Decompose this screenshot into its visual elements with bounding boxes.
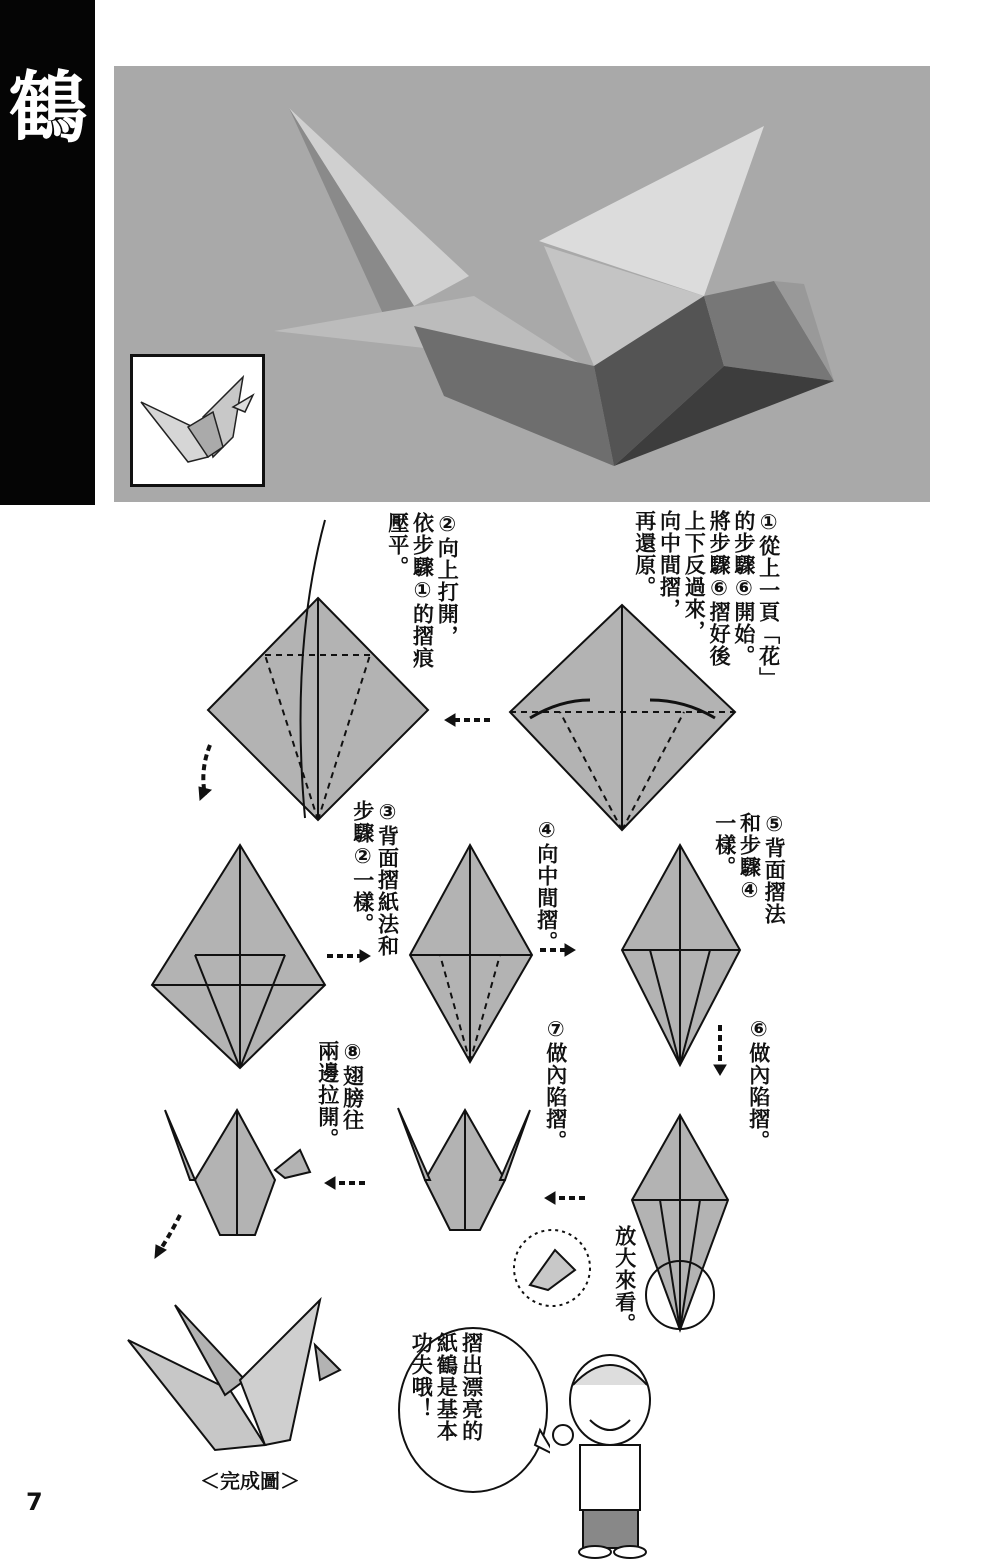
diagram-step-3 <box>152 845 325 1068</box>
cartoon-character <box>545 1345 675 1560</box>
step-5-text: ⑤背面摺法 和步驟④ 一樣。 <box>712 812 787 925</box>
step-1-text: ①從上一頁「花」 的步驟⑥開始。 將步驟⑥摺好後 上下反過來， 向中間摺， 再還原。 <box>632 510 781 689</box>
step-4-text: ④向中間摺。 <box>534 818 559 953</box>
page-number: 7 <box>26 1488 43 1516</box>
step-7-text: ⑦做內陷摺。 <box>543 1017 568 1152</box>
diagram-step-8 <box>195 1110 275 1235</box>
step-8-text: ⑧翅膀往 兩邊拉開。 <box>315 1040 365 1150</box>
step-3-text: ③背面摺紙法和 步驟②一樣。 <box>350 800 400 957</box>
step-2-text: ②向上打開， 依步驟①的摺痕 壓平。 <box>385 512 460 669</box>
completed-caption: ＜完成圖＞ <box>200 1469 300 1493</box>
page-title: 鶴 <box>8 64 87 154</box>
speech-bubble-text: 摺出漂亮的 紙鶴是基本 功夫哦！ <box>409 1332 484 1442</box>
step-6-text: ⑥做內陷摺。 <box>746 1017 771 1152</box>
diagram-finished-crane <box>128 1340 265 1450</box>
zoom-label: 放大來看。 <box>612 1225 637 1335</box>
